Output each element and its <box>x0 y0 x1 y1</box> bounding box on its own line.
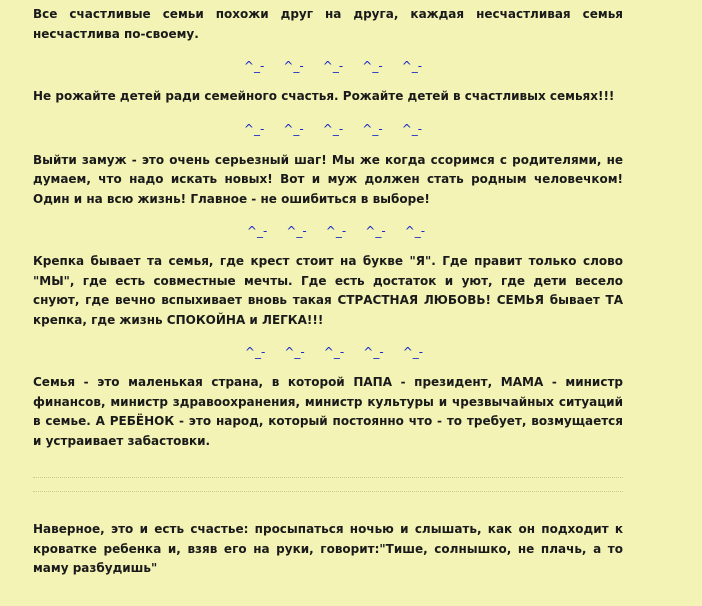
emoticon-separator: ^_- ^_- ^_- ^_- ^_- <box>243 121 423 136</box>
emoticon-separator: ^_- ^_- ^_- ^_- ^_- <box>246 224 426 238</box>
quote-paragraph: Семья - это маленькая страна, в которой ПАПА - президент, МАМА - министр финансов, министр здравоохранения, министр культуры и чрезвычайных ситуаций в семье. А РЕБЁНОК - это народ, который постоянно что - то требует, возмущается и устраивает забастовки. <box>33 375 623 448</box>
quote-paragraph: Наверное, это и есть счастье: просыпаться ночью и слышать, как он подходит к кроватке ребенка и, взяв его на руки, говорит:"Тише, солнышко, не плачь, а то маму разбудишь" <box>33 522 623 575</box>
dotted-divider <box>33 491 623 492</box>
quote-paragraph: Все счастливые семьи похожи друг на друга, каждая несчастливая семья несчастлива по-своему. <box>33 7 623 41</box>
dotted-divider <box>33 477 623 478</box>
emoticon-separator: ^_- ^_- ^_- ^_- ^_- <box>243 59 423 73</box>
article-body <box>33 0 623 579</box>
quote-paragraph: Крепка бывает та семья, где крест стоит на букве "Я". Где правит только слово "МЫ", где есть совместные мечты. Где есть достаток и уют, где дети весело снуют, где вечно вспыхивает вновь такая СТРАСТНАЯ ЛЮБОВЬ! СЕМЬЯ бывает ТА крепка, где жизнь СПОКОЙНА и ЛЕГКА!!! <box>33 254 623 327</box>
quote-paragraph: Выйти замуж - это очень серьезный шаг! Мы же когда ссоримся с родителями, не думаем, что надо искать новых! Вот и муж должен стать родным человечком! Один и на всю жизнь! Главное - не ошибиться в выборе! <box>33 152 623 206</box>
emoticon-separator: ^_- ^_- ^_- ^_- ^_- <box>244 345 424 359</box>
quote-paragraph: Не рожайте детей ради семейного счастья. Рожайте детей в счастливых семьях!!! <box>33 89 615 103</box>
